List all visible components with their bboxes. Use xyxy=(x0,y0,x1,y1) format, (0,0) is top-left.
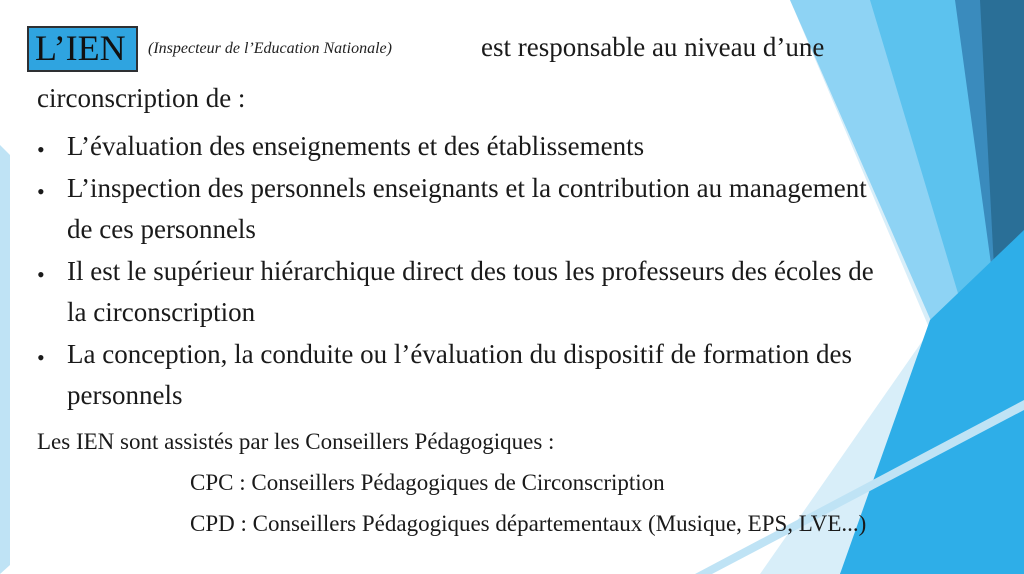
bullet-icon: • xyxy=(37,262,45,287)
bullet-4-line-2: personnels xyxy=(67,380,183,410)
bullet-3-line-2: la circonscription xyxy=(67,297,256,327)
bullet-icon: • xyxy=(37,179,45,204)
bullet-icon: • xyxy=(37,345,45,370)
title-abbreviation: L’IEN xyxy=(27,26,138,72)
bullet-2-line-1: L’inspection des personnels enseignants et la contribution au management xyxy=(67,173,867,203)
cpc-definition: CPC : Conseillers Pédagogiques de Circonscription xyxy=(190,470,665,495)
bullet-1-line-1: L’évaluation des enseignements et des établissements xyxy=(67,131,645,161)
bullet-4-line-1: La conception, la conduite ou l’évaluation du dispositif de formation des xyxy=(67,339,853,369)
intro-line: circonscription de : xyxy=(37,83,246,113)
cpd-definition: CPD : Conseillers Pédagogiques départementaux (Musique, EPS, LVE...) xyxy=(190,511,867,536)
assisted-by-text: Les IEN sont assistés par les Conseillers Pédagogiques : xyxy=(37,429,555,454)
bullet-icon: • xyxy=(37,137,45,162)
title-expansion: (Inspecteur de l’Education Nationale) xyxy=(148,40,392,57)
title-rest: est responsable au niveau d’une xyxy=(481,32,825,62)
bullet-3-line-1: Il est le supérieur hiérarchique direct des tous les professeurs des écoles de xyxy=(67,256,874,286)
bullet-2-line-2: de ces personnels xyxy=(67,214,256,244)
